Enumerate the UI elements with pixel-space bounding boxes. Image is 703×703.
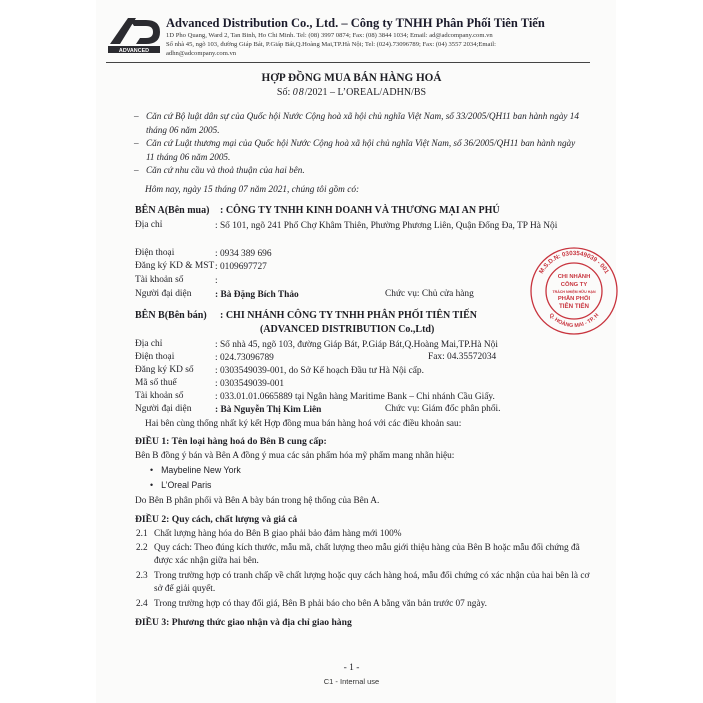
classification-label: C1 - Internal use — [323, 677, 380, 686]
party-b-rep-label: Người đại diện — [135, 404, 192, 414]
party-a-account-label: Tài khoản số — [135, 275, 184, 285]
party-b-account-label: Tài khoản số — [135, 391, 184, 401]
header-email: adhn@adcompany.com.vn — [166, 50, 237, 57]
party-a-phone-label: Điện thoại — [135, 248, 175, 258]
party-b-label: BÊN B(Bên bán) — [135, 310, 207, 321]
party-b-heading — [135, 310, 477, 321]
party-b-rep: : Bà Nguyễn Thị Kim Liên — [215, 405, 322, 415]
article-2-item-text: Quy cách: Theo đúng kích thước, mẫu mã, chất lượng theo mẫu giới thiệu hàng của Bên B hoặc mẫu đối chứng đã được xác nhận giữa hai bên. — [154, 543, 580, 567]
agreement-sentence: Hai bên cùng thống nhất ký kết Hợp đồng mua bán hàng hoá với các điều khoản sau: — [145, 419, 462, 429]
article-2-item-number: 2.3 — [136, 571, 148, 581]
company-logo — [106, 14, 162, 58]
contract-title: HỢP ĐỒNG MUA BÁN HÀNG HOÁ — [261, 72, 442, 84]
party-b-tax-label: Mã số thuế — [135, 378, 177, 388]
party-a-address: : Số 101, ngõ 241 Phố Chợ Khâm Thiên, Phường Phương Liên, Quận Đống Đa, TP Hà Nội — [215, 221, 558, 231]
legal-basis-list — [134, 110, 584, 178]
seal-ring-text: M.S.D.N: 0303549039 - 001 — [537, 249, 611, 276]
party-b-phone-label: Điện thoại — [135, 352, 175, 362]
seal-line-4: PHÂN PHỐI — [557, 296, 591, 302]
article-2-item-number: 2.2 — [136, 543, 148, 553]
contract-number-suffix: /2021 – L’OREAL/ADHN/BS — [304, 87, 427, 98]
party-a-reg: : 0109697727 — [215, 262, 267, 272]
article-1-heading: ĐIỀU 1: Tên loại hàng hoá do Bên B cung cấp: — [135, 436, 327, 447]
article-1-outro: Do Bên B phân phối và Bên A bày bán trong hệ thống của Bên A. — [135, 496, 380, 506]
party-b-tax: : 0303549039-001 — [215, 379, 285, 389]
party-a-rep-label: Người đại diện — [135, 289, 192, 299]
company-name: Advanced Distribution Co., Ltd. – Công ty TNHH Phân Phối Tiên Tiến — [166, 16, 545, 30]
party-b-fax: Fax: 04.35572034 — [428, 352, 497, 362]
legal-basis-item: – Căn cứ Luật thương mại của Quốc hội Nước Cộng hoà xã hội chủ nghĩa Việt Nam, số 36/2005/QH11 ban hành ngày 11 tháng 06 năm 2005. — [134, 137, 584, 164]
logo-text: ADVANCED — [118, 47, 150, 54]
header-address-hanoi: Số nhà 45, ngõ 103, đường Giáp Bát, P.Giáp Bát,Q.Hoàng Mai,TP.Hà Nội; Tel: (024).73096789; Fax: (04) 3557 2034;Email: — [166, 41, 496, 48]
party-b-account: : 033.01.01.0665889 tại Ngân hàng Maritime Bank – Chi nhánh Cầu Giấy. — [215, 392, 495, 402]
header-divider — [106, 62, 590, 63]
article-1-intro: Bên B đồng ý bán và Bên A đồng ý mua các sản phẩm hóa mỹ phẩm mang nhãn hiệu: — [135, 451, 455, 461]
seal-line-3: TRÁCH NHIỆM HỮU HẠN — [552, 290, 596, 294]
page-number: - 1 - — [343, 663, 360, 673]
legal-basis-item: – Căn cứ nhu cầu và thoả thuận của hai bên. — [134, 164, 584, 178]
contract-date: Hôm nay, ngày 15 tháng 07 năm 2021, chúng tôi gồm có: — [145, 185, 360, 195]
party-a-phone: : 0934 389 696 — [215, 249, 272, 259]
party-a-rep: : Bà Đặng Bích Thảo — [215, 290, 299, 300]
party-b-address-label: Địa chỉ — [135, 339, 163, 349]
article-2-item-text: Chất lượng hàng hóa do Bên B giao phải bảo đảm hàng mới 100% — [154, 529, 402, 539]
contract-number — [0, 87, 703, 98]
party-b-address: : Số nhà 45, ngõ 103, đường Giáp Bát, P.Giáp Bát,Q.Hoàng Mai,TP.Hà Nội — [215, 340, 498, 350]
party-b-phone: : 024.73096789 — [215, 353, 274, 363]
article-2-heading: ĐIỀU 2: Quy cách, chất lượng và giá cả — [135, 514, 298, 525]
party-b-role: Chức vụ: Giám đốc phân phối. — [385, 404, 501, 414]
contract-number-prefix: Số: — [276, 87, 293, 98]
header-address-hcm: 1D Pho Quang, Ward 2, Tan Binh, Ho Chi Minh. Tel: (08) 3997 0874; Fax: (08) 3844 1034; Email: ad@adcompany.com.vn — [166, 32, 493, 39]
party-a-role: Chức vụ: Chủ cửa hàng — [385, 289, 474, 299]
party-a-address-label: Địa chỉ — [135, 220, 163, 230]
party-b-name: : CHI NHÁNH CÔNG TY TNHH PHÂN PHỐI TIÊN TIẾN — [220, 310, 477, 321]
party-b-reg-label: Đăng ký KD số — [135, 365, 194, 375]
article-2-item-number: 2.4 — [136, 599, 148, 609]
party-a-account: : — [215, 276, 218, 286]
company-seal — [528, 245, 620, 337]
party-b-name-en: (ADVANCED DISTRIBUTION Co.,Ltd) — [260, 324, 435, 335]
seal-line-1: CHI NHÁNH — [557, 274, 591, 280]
svg-text:Q. HOÀNG MAI - TP. H — [548, 312, 601, 329]
article-2-item-number: 2.1 — [136, 529, 148, 539]
brand-item: • L’Oreal Paris — [150, 480, 211, 490]
seal-line-5: TIÊN TIẾN — [559, 303, 589, 310]
party-b-reg: : 0303549039-001, do Sở Kế hoạch Đầu tư Hà Nội cấp. — [215, 366, 424, 376]
brand-item: • Maybeline New York — [150, 465, 241, 475]
article-3-heading: ĐIỀU 3: Phương thức giao nhận và địa chỉ giao hàng — [135, 617, 352, 628]
party-a-heading — [135, 205, 500, 216]
party-a-label: BÊN A(Bên mua) — [135, 205, 210, 216]
seal-bottom-text: Q. HOÀNG MAI - TP. H — [547, 312, 601, 330]
article-2-item-text: Trong trường hợp có thay đổi giá, Bên B phải báo cho bên A bằng văn bản trước 07 ngày. — [154, 599, 487, 609]
article-2-item-text: Trong trường hợp có tranh chấp về chất lượng hoặc quy cách hàng hoá, mẫu đối chứng có xác nhận của hai bên là cơ sở để giải quyết. — [154, 571, 590, 595]
legal-basis-item: – Căn cứ Bộ luật dân sự của Quốc hội Nước Cộng hoà xã hội chủ nghĩa Việt Nam, số 33/2005/QH11 ban hành ngày 14 tháng 06 năm 2005. — [134, 110, 584, 137]
party-a-reg-label: Đăng ký KD & MST — [135, 261, 215, 271]
seal-line-2: CÔNG TY — [560, 282, 588, 288]
contract-number-value: 08 — [292, 87, 305, 98]
party-a-name: : CÔNG TY TNHH KINH DOANH VÀ THƯƠNG MẠI AN PHÚ — [220, 205, 500, 216]
